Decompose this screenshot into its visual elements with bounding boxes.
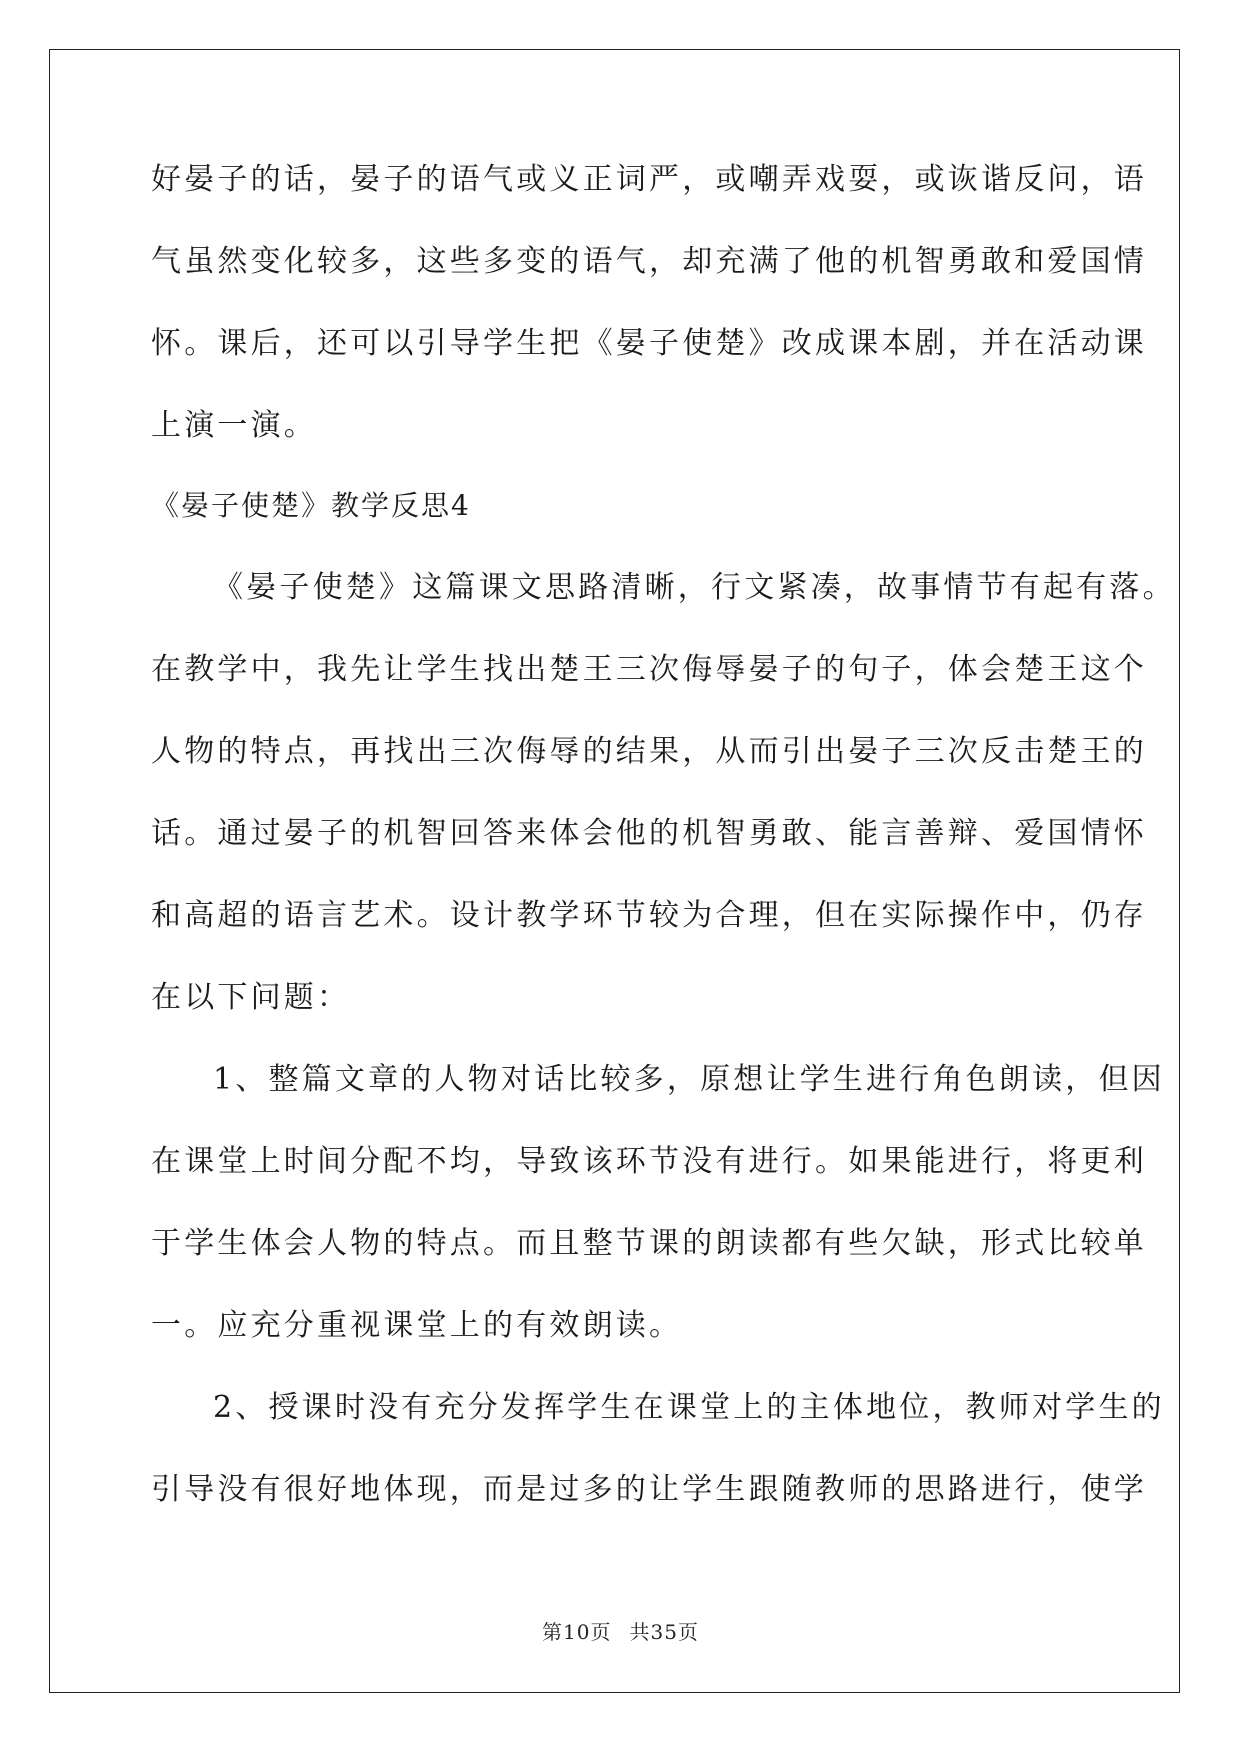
paragraph-line: 引导没有很好地体现，而是过多的让学生跟随教师的思路进行，使学 [151, 1472, 1147, 1507]
page-number: 第10页 [542, 1620, 612, 1644]
paragraph-line: 2、授课时没有充分发挥学生在课堂上的主体地位，教师对学生的 [213, 1390, 1165, 1425]
paragraph-line: 于学生体会人物的特点。而且整节课的朗读都有些欠缺，形式比较单 [151, 1226, 1147, 1261]
paragraph-line: 话。通过晏子的机智回答来体会他的机智勇敢、能言善辩、爱国情怀 [151, 816, 1147, 851]
paragraph-line: 在以下问题： [151, 980, 351, 1015]
paragraph-line: 《晏子使楚》这篇课文思路清晰，行文紧凑，故事情节有起有落。 [213, 570, 1176, 605]
paragraph-line: 上演一演。 [151, 408, 317, 443]
section-heading: 《晏子使楚》教学反思4 [151, 489, 471, 522]
page-total: 共35页 [629, 1620, 699, 1644]
page-border [49, 49, 1180, 1693]
paragraph-line: 好晏子的话，晏子的语气或义正词严，或嘲弄戏耍，或诙谐反问，语 [151, 162, 1147, 197]
paragraph-line: 气虽然变化较多，这些多变的语气，却充满了他的机智勇敢和爱国情 [151, 244, 1147, 279]
paragraph-line: 和高超的语言艺术。设计教学环节较为合理，但在实际操作中，仍存 [151, 898, 1147, 933]
paragraph-line: 怀。课后，还可以引导学生把《晏子使楚》改成课本剧，并在活动课 [151, 326, 1147, 361]
paragraph-line: 1、整篇文章的人物对话比较多，原想让学生进行角色朗读，但因 [213, 1062, 1165, 1097]
paragraph-line: 在课堂上时间分配不均，导致该环节没有进行。如果能进行，将更利 [151, 1144, 1147, 1179]
paragraph-line: 在教学中，我先让学生找出楚王三次侮辱晏子的句子，体会楚王这个 [151, 652, 1147, 687]
page-footer [0, 1620, 1241, 1644]
paragraph-line: 一。应充分重视课堂上的有效朗读。 [151, 1308, 683, 1343]
paragraph-line: 人物的特点，再找出三次侮辱的结果，从而引出晏子三次反击楚王的 [151, 734, 1147, 769]
